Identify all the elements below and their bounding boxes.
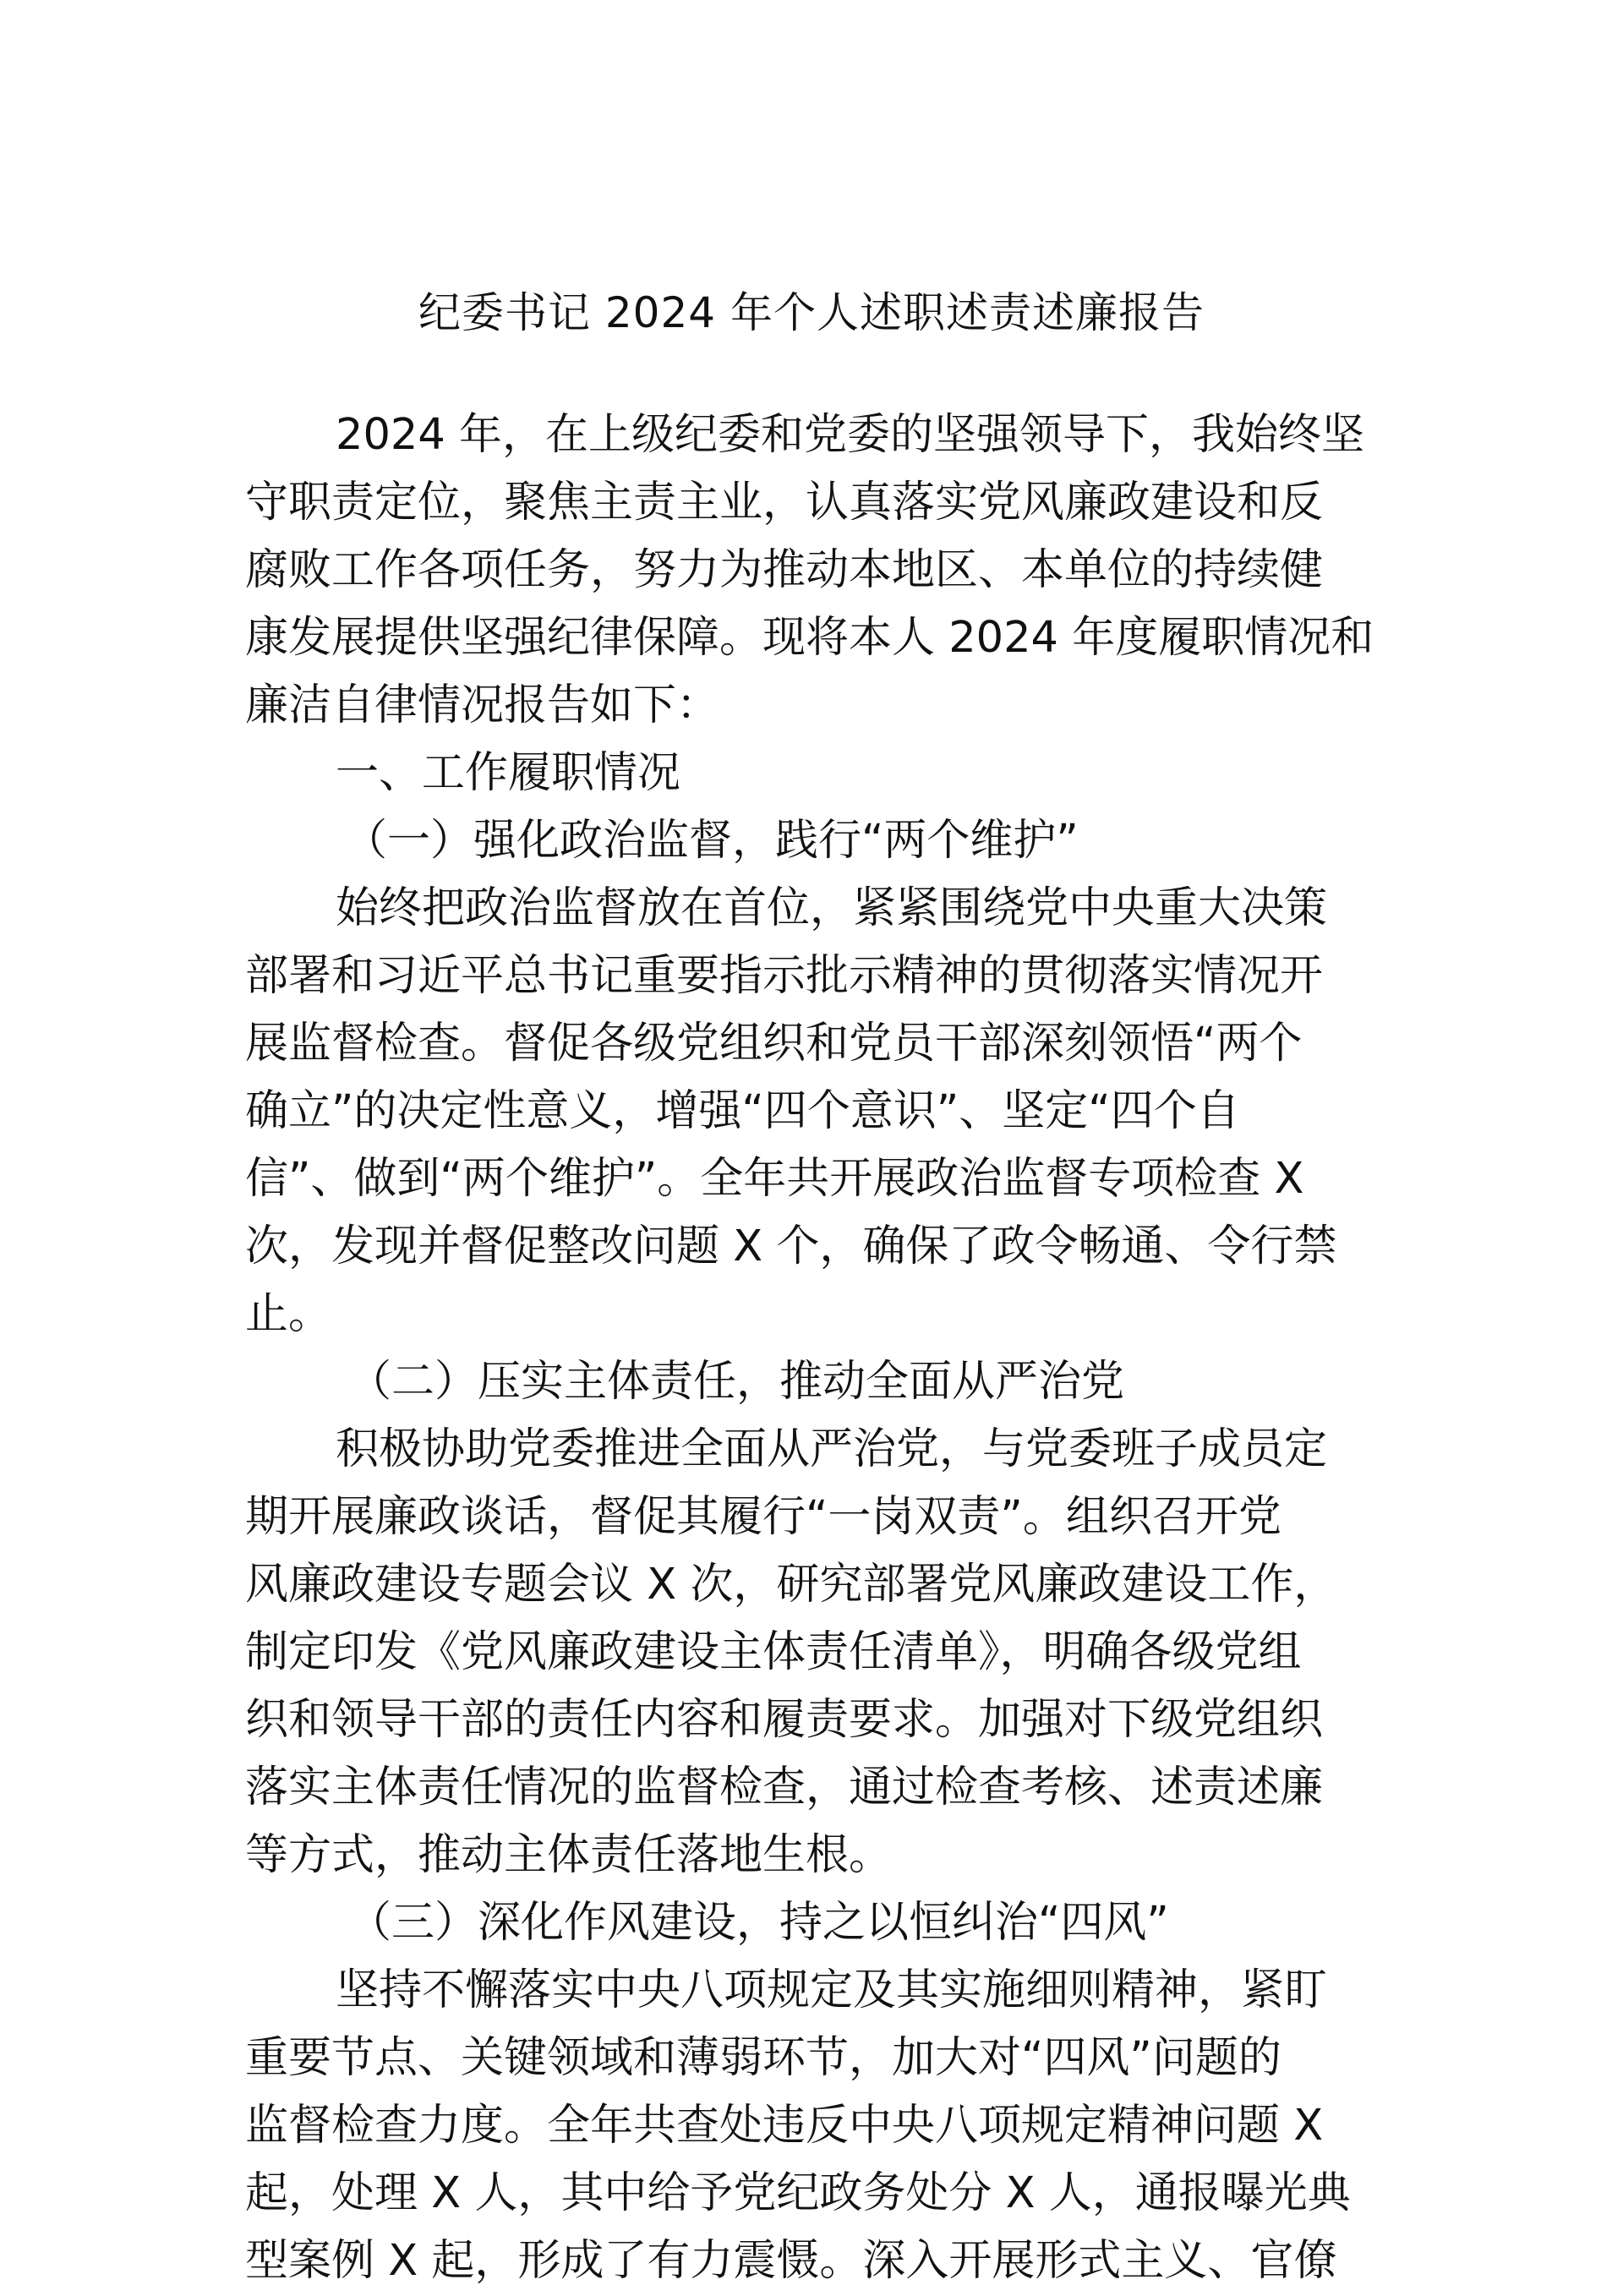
paragraph-line: 守职责定位，聚焦主责主业，认真落实党风廉政建设和反 xyxy=(245,478,1324,528)
document-title: 纪委书记 2024 年个人述职述责述廉报告 xyxy=(418,288,1205,337)
paragraph-line: 重要节点、关键领域和薄弱环节，加大对“四风”问题的 xyxy=(245,2033,1281,2083)
paragraph-line: 确立”的决定性意义，增强“四个意识”、坚定“四个自 xyxy=(245,1086,1240,1136)
paragraph-line: 2024 年，在上级纪委和党委的坚强领导下，我始终坚 xyxy=(336,410,1365,460)
paragraph-line: 信”、做到“两个维护”。全年共开展政治监督专项检查 X xyxy=(245,1154,1304,1204)
paragraph-line: 展监督检查。督促各级党组织和党员干部深刻领悟“两个 xyxy=(245,1019,1303,1069)
paragraph-line: 风廉政建设专题会议 X 次，研究部署党风廉政建设工作， xyxy=(245,1560,1337,1610)
paragraph-line: 坚持不懈落实中央八项规定及其实施细则精神，紧盯 xyxy=(336,1965,1328,2015)
subsection-heading: （二）压实主体责任，推动全面从严治党 xyxy=(348,1357,1125,1407)
paragraph-line: 廉洁自律情况报告如下： xyxy=(245,681,720,730)
document-body xyxy=(245,402,1395,2295)
paragraph-line: 型案例 X 起，形成了有力震慑。深入开展形式主义、官僚 xyxy=(245,2236,1337,2286)
section-heading: 一、工作履职情况 xyxy=(336,748,681,798)
paragraph-line: 止。 xyxy=(245,1289,332,1339)
paragraph-line: 始终把政治监督放在首位，紧紧围绕党中央重大决策 xyxy=(336,883,1328,933)
paragraph-line: 制定印发《党风廉政建设主体责任清单》，明确各级党组 xyxy=(245,1627,1302,1677)
paragraph-line: 积极协助党委推进全面从严治党，与党委班子成员定 xyxy=(336,1424,1328,1474)
subsection-heading: （一）强化政治监督，践行“两个维护” xyxy=(344,816,1079,866)
paragraph-line: 织和领导干部的责任内容和履责要求。加强对下级党组织 xyxy=(245,1695,1324,1745)
paragraph-line: 腐败工作各项任务，努力为推动本地区、本单位的持续健 xyxy=(245,545,1324,595)
paragraph-line: 次，发现并督促整改问题 X 个，确保了政令畅通、令行禁 xyxy=(245,1222,1337,1271)
subsection-heading: （三）深化作风建设，持之以恒纠治“四风” xyxy=(348,1898,1169,1948)
paragraph-line: 监督检查力度。全年共查处违反中央八项规定精神问题 X xyxy=(245,2101,1324,2151)
paragraph-line: 落实主体责任情况的监督检查，通过检查考核、述责述廉 xyxy=(245,1763,1324,1812)
paragraph-line: 康发展提供坚强纪律保障。现将本人 2024 年度履职情况和 xyxy=(245,613,1374,663)
paragraph-line: 期开展廉政谈话，督促其履行“一岗双责”。组织召开党 xyxy=(245,1492,1281,1542)
paragraph-line: 等方式，推动主体责任落地生根。 xyxy=(245,1830,893,1880)
paragraph-line: 部署和习近平总书记重要指示批示精神的贯彻落实情况开 xyxy=(245,951,1324,1001)
paragraph-line: 起，处理 X 人，其中给予党纪政务处分 X 人，通报曝光典 xyxy=(245,2168,1351,2218)
